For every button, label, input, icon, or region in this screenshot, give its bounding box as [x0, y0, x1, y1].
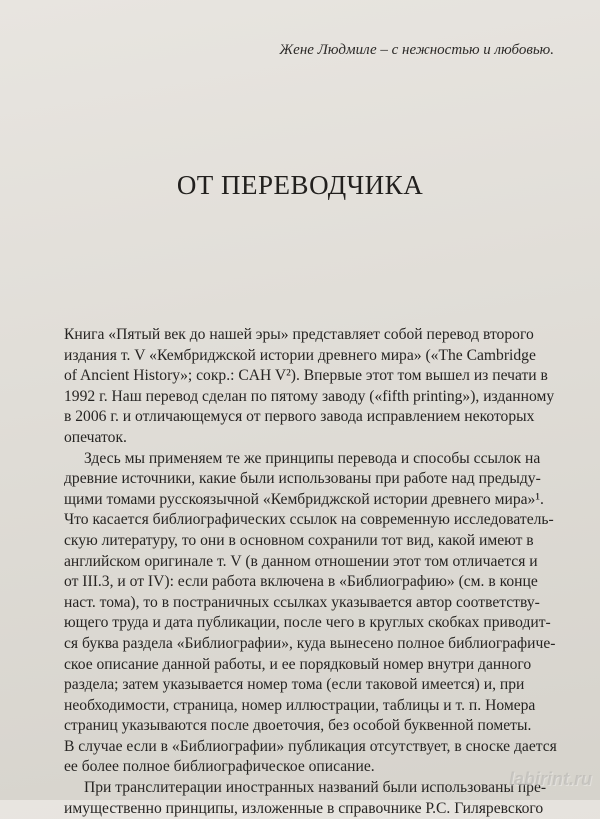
text-line: в 2006 г. и отличающемуся от первого завода исправлением некоторых [64, 408, 535, 426]
text-line: of Ancient History»; сокр.: CAH V²). Впервые этот том вышел из печати в [64, 367, 548, 385]
text-line: При транслитерации иностранных названий были использованы пре- [84, 779, 547, 797]
text-line: скую литературу, то они в основном сохранили тот вид, какой имеют в [64, 531, 534, 549]
text-line: древние источники, какие были использованы при работе над предыду- [64, 470, 541, 488]
chapter-title: ОТ ПЕРЕВОДЧИКА [176, 170, 424, 200]
text-line: Здесь мы применяем те же принципы перевода и способы ссылок на [84, 449, 541, 467]
text-line: страниц указываются после двоеточия, без особой буквенной пометы. [64, 717, 532, 735]
text-line: ющего труда и дата публикации, после чего в круглых скобках приводит- [64, 614, 551, 632]
paragraph-2 [64, 449, 584, 779]
text-line: 1992 г. Наш перевод сделан по пятому заводу («fifth printing»), изданному [64, 387, 555, 405]
text-line: имущественно принципы, изложенные в справочнике Р.С. Гиляревского [64, 799, 544, 817]
text-line: от III.3, и от IV): если работа включена в «Библиографию» (см. в конце [64, 573, 538, 591]
text-line: наст. тома), то в постраничных ссылках указывается автор соответству- [64, 593, 540, 611]
text-line: раздела; затем указывается номер тома (если таковой имеется) и, при [64, 676, 525, 694]
text-line: Что касается библиографических ссылок на современную исследователь- [64, 511, 554, 529]
dedication: Жене Людмиле – с нежностью и любовью. [279, 42, 554, 58]
text-line: ся буква раздела «Библиографии», куда вынесено полное библиографиче- [64, 634, 556, 652]
body-text [64, 325, 584, 819]
watermark: labirint.ru [508, 769, 592, 789]
paragraph-3 [64, 778, 584, 819]
text-line: Книга «Пятый век до нашей эры» представляет собой перевод второго [64, 326, 534, 343]
text-line: щими томами русскоязычной «Кембриджской истории древнего мира»¹. [64, 490, 544, 508]
text-line: В случае если в «Библиографии» публикация отсутствует, в сноске дается [64, 737, 557, 755]
text-line: необходимости, страница, номер иллюстрации, таблицы и т. п. Номера [64, 696, 536, 714]
text-line: издания т. V «Кембриджской истории древнего мира» («The Cambridge [64, 346, 536, 364]
text-line: ское описание данной работы, и ее порядковый номер внутри данного [64, 655, 532, 673]
text-line: английском оригинале т. V (в данном отношении этот том отличается и [64, 552, 538, 570]
paragraph-1 [64, 325, 584, 449]
text-line: опечаток. [64, 428, 127, 446]
text-line: ее более полное библиографическое описание. [64, 758, 375, 776]
